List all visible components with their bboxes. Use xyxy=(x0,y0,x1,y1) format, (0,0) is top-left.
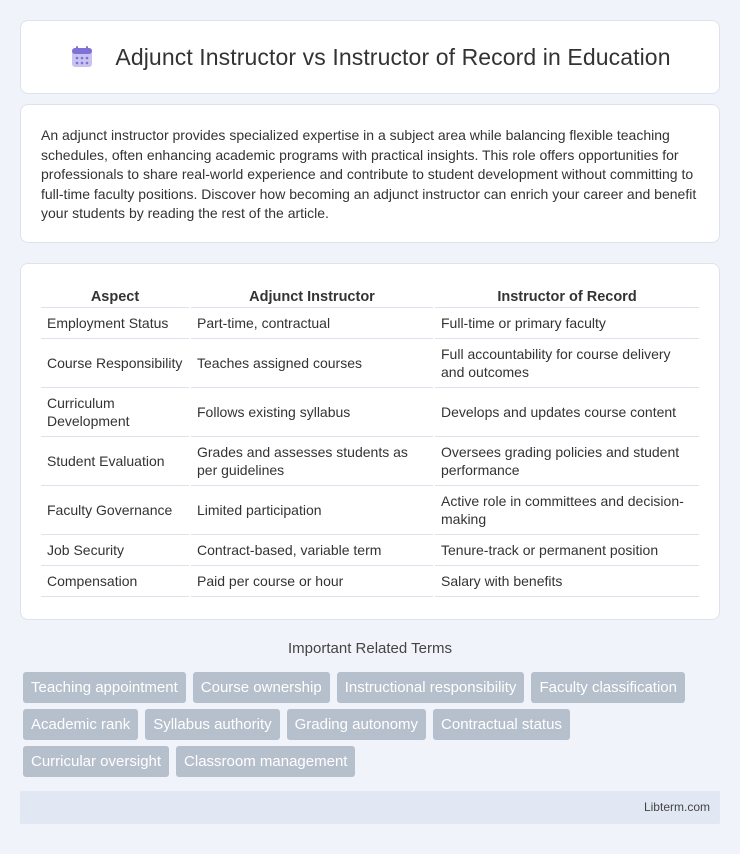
comparison-table-card xyxy=(20,263,720,620)
table-row xyxy=(41,388,699,437)
related-terms-list xyxy=(23,672,723,783)
related-term-tag[interactable]: Teaching appointment xyxy=(23,672,186,703)
table-cell: Limited participation xyxy=(191,486,433,535)
related-term-tag[interactable]: Contractual status xyxy=(433,709,570,740)
intro-card xyxy=(20,104,720,243)
related-term-tag[interactable]: Grading autonomy xyxy=(287,709,426,740)
table-row xyxy=(41,486,699,535)
table-cell: Teaches assigned courses xyxy=(191,339,433,388)
table-cell: Contract-based, variable term xyxy=(191,535,433,566)
table-cell: Full-time or primary faculty xyxy=(435,308,699,339)
table-cell: Course Responsibility xyxy=(41,339,189,388)
table-cell: Grades and assesses students as per guidelines xyxy=(191,437,433,486)
intro-text: An adjunct instructor provides specialized expertise in a subject area while balancing flexible teaching schedules, often enhancing academic programs with practical insights. This role offers opportunities for professionals to share real-world experience and contribute to student development without committing to full-time faculty positions. Discover how becoming an adjunct instructor can enrich your career and benefit your students by reading the rest of the article. xyxy=(41,127,697,221)
table-cell: Student Evaluation xyxy=(41,437,189,486)
table-cell: Develops and updates course content xyxy=(435,388,699,437)
table-cell: Compensation xyxy=(41,566,189,597)
table-cell: Faculty Governance xyxy=(41,486,189,535)
table-cell: Salary with benefits xyxy=(435,566,699,597)
footer-brand-link[interactable]: Libterm.com xyxy=(643,800,710,814)
related-term-tag[interactable]: Academic rank xyxy=(23,709,138,740)
table-cell: Employment Status xyxy=(41,308,189,339)
title-card xyxy=(20,20,720,94)
table-row xyxy=(41,535,699,566)
page-title: Adjunct Instructor vs Instructor of Record in Education xyxy=(115,43,671,70)
footer xyxy=(20,791,720,824)
related-term-tag[interactable]: Faculty classification xyxy=(531,672,685,703)
related-term-tag[interactable]: Curricular oversight xyxy=(23,746,169,777)
table-row xyxy=(41,308,699,339)
comparison-table xyxy=(39,286,701,597)
table-cell: Tenure-track or permanent position xyxy=(435,535,699,566)
table-cell: Part-time, contractual xyxy=(191,308,433,339)
related-term-tag[interactable]: Course ownership xyxy=(193,672,330,703)
column-header-adjunct: Adjunct Instructor xyxy=(191,286,433,308)
related-term-tag[interactable]: Syllabus authority xyxy=(145,709,279,740)
table-cell: Curriculum Development xyxy=(41,388,189,437)
table-row xyxy=(41,437,699,486)
table-cell: Active role in committees and decision-making xyxy=(435,486,699,535)
column-header-aspect: Aspect xyxy=(41,286,189,308)
table-cell: Full accountability for course delivery and outcomes xyxy=(435,339,699,388)
table-cell: Paid per course or hour xyxy=(191,566,433,597)
table-row xyxy=(41,339,699,388)
related-term-tag[interactable]: Instructional responsibility xyxy=(337,672,525,703)
table-cell: Oversees grading policies and student performance xyxy=(435,437,699,486)
table-row xyxy=(41,566,699,597)
table-header-row xyxy=(41,286,699,308)
related-term-tag[interactable]: Classroom management xyxy=(176,746,355,777)
calendar-icon xyxy=(69,44,95,70)
column-header-instructor-of-record: Instructor of Record xyxy=(435,286,699,308)
table-cell: Job Security xyxy=(41,535,189,566)
related-terms-title: Important Related Terms xyxy=(288,640,452,657)
table-cell: Follows existing syllabus xyxy=(191,388,433,437)
